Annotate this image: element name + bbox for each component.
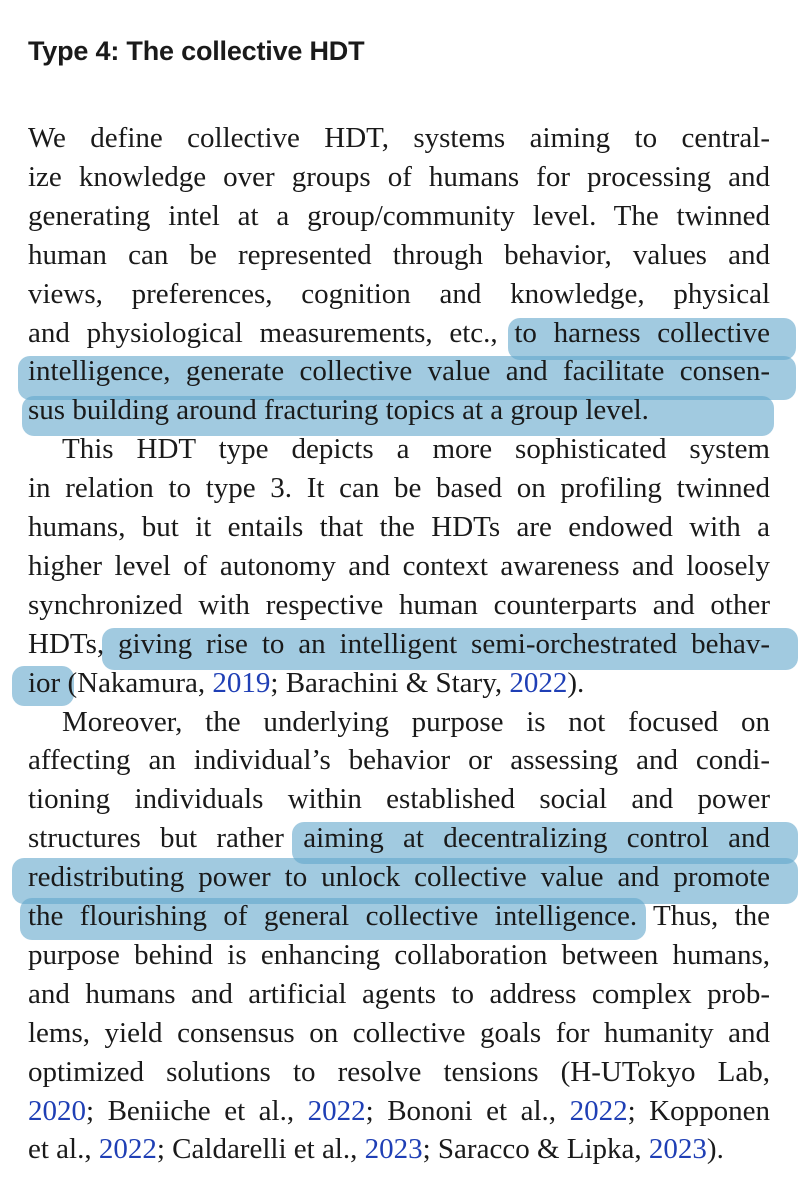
citation-year-link[interactable]: 2022: [509, 667, 568, 699]
text-line: [28, 974, 770, 1014]
text-line: [28, 196, 770, 236]
text-segment: affecting an individual’s behavior or assessing and condi-: [28, 744, 770, 776]
text-line: [28, 896, 770, 936]
text-line: [28, 235, 770, 275]
text-segment: ; Bononi et al.,: [365, 1095, 570, 1127]
text-segment: intelligence, generate collective value and facilitate consen-: [28, 355, 770, 387]
text-segment: higher level of autonomy and context awareness and loosely: [28, 550, 770, 582]
citation-year-link[interactable]: 2020: [28, 1095, 86, 1127]
text-segment: optimized solutions to resolve tensions (H-UTokyo Lab,: [28, 1056, 770, 1088]
text-line: [62, 702, 770, 742]
text-segment: ).: [706, 1133, 724, 1165]
text-segment: et al.,: [28, 1133, 99, 1165]
text-line: [28, 585, 770, 625]
text-line: [28, 624, 770, 664]
citation-year-link[interactable]: 2022: [98, 1133, 157, 1165]
text-segment: in relation to type 3. It can be based on profiling twinned: [28, 472, 770, 504]
text-line: [28, 1013, 770, 1053]
text-line: [28, 1129, 770, 1169]
text-segment: lems, yield consensus on collective goals for humanity and: [28, 1017, 770, 1049]
text-line: [28, 546, 770, 586]
section-heading: Type 4: The collective HDT: [28, 36, 365, 66]
text-segment: the flourishing of general collective intelligence. Thus, the: [28, 900, 770, 932]
text-segment: views, preferences, cognition and knowledge, physical: [28, 278, 770, 310]
text-line: [28, 274, 770, 314]
text-segment: redistributing power to unlock collective value and promote: [28, 861, 770, 893]
text-line: [28, 857, 770, 897]
text-segment: We define collective HDT, systems aiming to central-: [28, 122, 770, 154]
citation-year-link[interactable]: 2022: [569, 1095, 628, 1127]
text-segment: sus building around fracturing topics at a group level.: [28, 394, 649, 426]
text-segment: ; Kopponen: [627, 1095, 770, 1127]
text-line: [28, 118, 770, 158]
text-segment: ior (Nakamura,: [28, 667, 213, 699]
text-line: [28, 390, 770, 430]
text-segment: synchronized with respective human counterparts and other: [28, 589, 770, 621]
text-segment: ; Beniiche et al.,: [86, 1095, 308, 1127]
text-segment: human can be represented through behavior, values and: [28, 239, 770, 271]
text-segment: Moreover, the underlying purpose is not focused on: [62, 706, 770, 738]
text-line: [28, 818, 770, 858]
text-segment: and physiological measurements, etc., to harness collective: [28, 317, 770, 349]
text-segment: generating intel at a group/community level. The twinned: [28, 200, 770, 232]
text-segment: HDTs, giving rise to an intelligent semi-orchestrated behav-: [28, 628, 770, 660]
text-line: [28, 507, 770, 547]
text-line: [62, 429, 770, 469]
text-segment: ; Caldarelli et al.,: [156, 1133, 365, 1165]
text-segment: ; Saracco & Lipka,: [422, 1133, 649, 1165]
text-segment: tioning individuals within established social and power: [28, 783, 770, 815]
text-segment: humans, but it entails that the HDTs are endowed with a: [28, 511, 770, 543]
text-segment: structures but rather aiming at decentralizing control and: [28, 822, 770, 854]
citation-year-link[interactable]: 2019: [212, 667, 271, 699]
citation-year-link[interactable]: 2023: [364, 1133, 423, 1165]
text-line: [28, 468, 770, 508]
text-segment: ; Barachini & Stary,: [270, 667, 510, 699]
citation-year-link[interactable]: 2022: [307, 1095, 366, 1127]
text-line: [28, 779, 770, 819]
text-segment: and humans and artificial agents to address complex prob-: [28, 978, 770, 1010]
text-line: [28, 1091, 770, 1131]
text-segment: This HDT type depicts a more sophisticated system: [62, 433, 770, 465]
citation-year-link[interactable]: 2023: [648, 1133, 707, 1165]
text-line: [28, 351, 770, 391]
text-line: [28, 1052, 770, 1092]
text-segment: ize knowledge over groups of humans for processing and: [28, 161, 770, 193]
text-segment: purpose behind is enhancing collaboration between humans,: [28, 939, 770, 971]
text-segment: ).: [567, 667, 585, 699]
text-line: [28, 157, 770, 197]
text-line: [28, 663, 770, 703]
text-line: [28, 740, 770, 780]
text-line: [28, 935, 770, 975]
text-line: [28, 313, 770, 353]
